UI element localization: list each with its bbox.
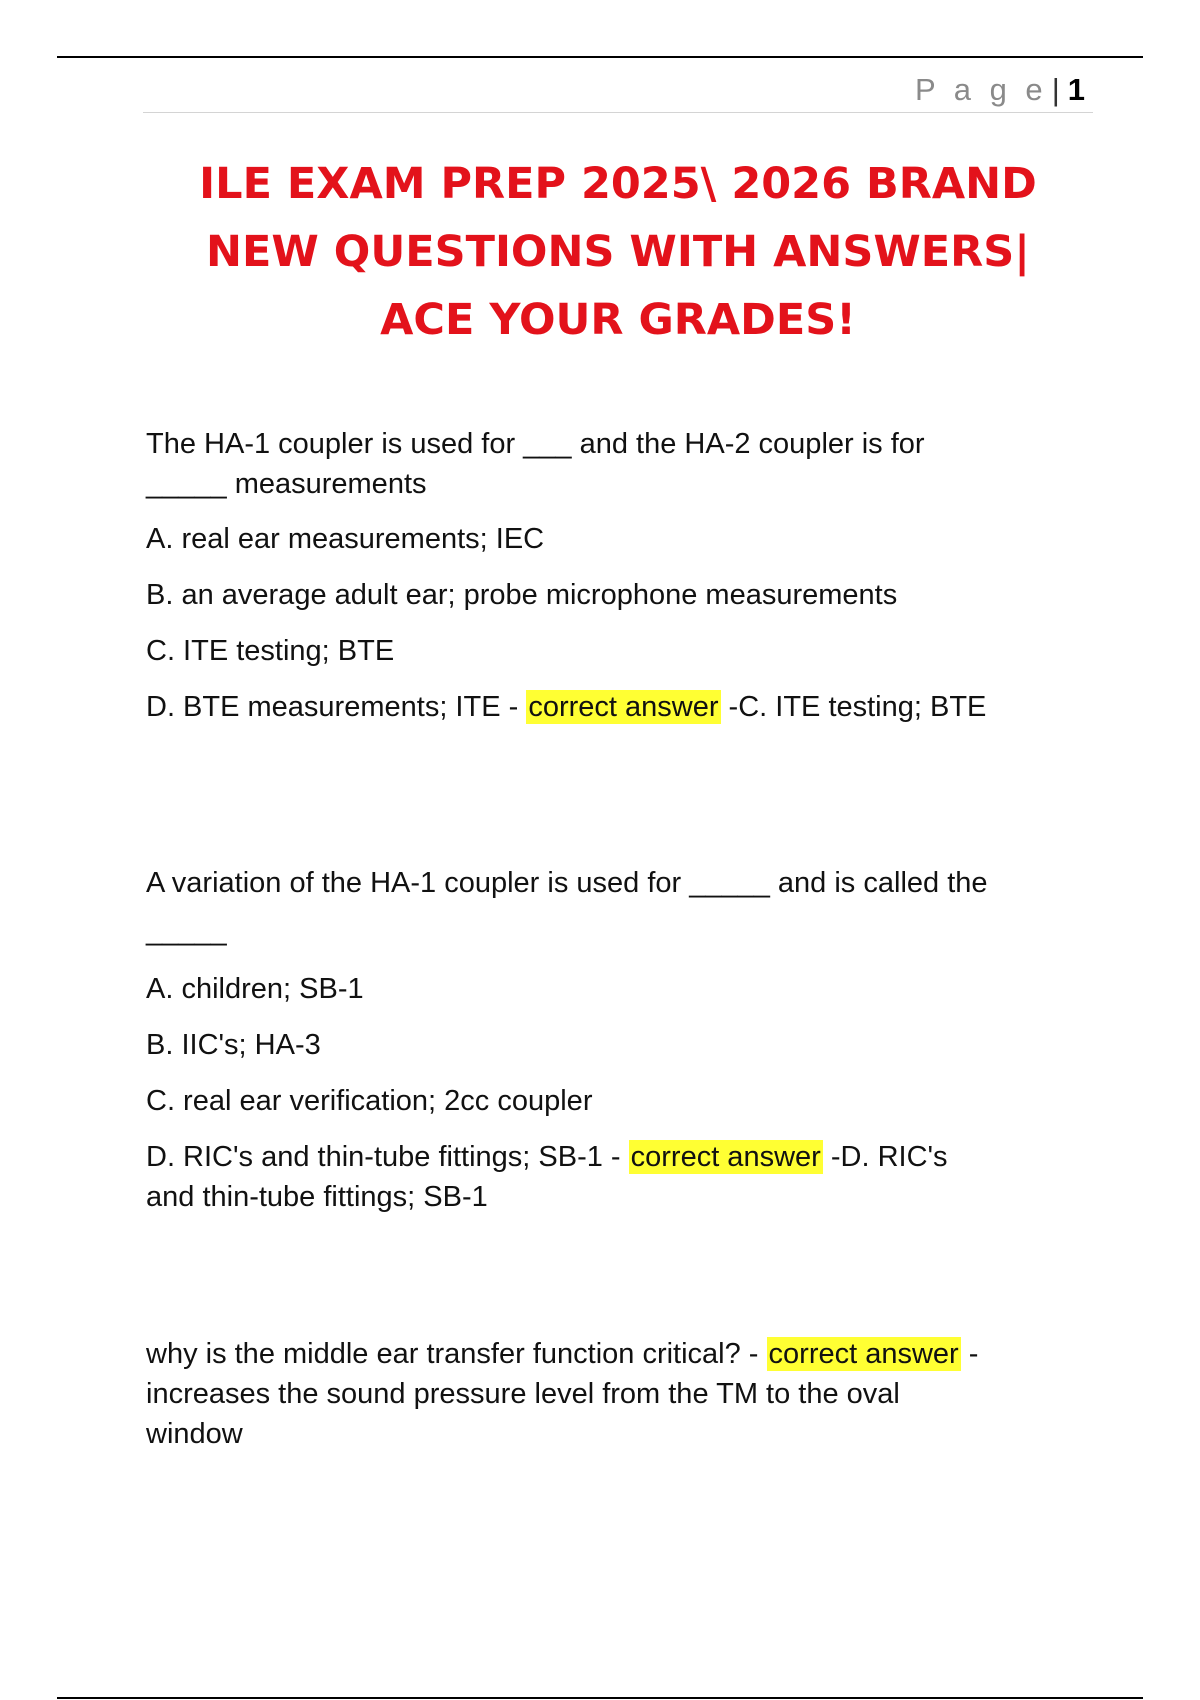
page-header [143,70,1093,113]
answer-text-line-1: -D. RIC's [822,1141,948,1173]
answer-text-line-2: increases the sound pressure level from the TM to the oval [146,1378,900,1410]
page-separator: | [1051,72,1060,107]
option-a: A. real ear measurements; IEC [146,523,545,555]
option-a: A. children; SB-1 [146,973,364,1005]
answer-text: -C. ITE testing; BTE [720,691,987,723]
correct-answer-highlight: correct answer [528,691,719,723]
page-number-label [915,72,1085,108]
page-word: P a g e [915,72,1048,107]
correct-answer-highlight: correct answer [768,1338,959,1370]
question-3 [146,1334,1096,1454]
correct-answer-highlight: correct answer [630,1141,821,1173]
option-d-text: D. BTE measurements; ITE - [146,691,527,723]
option-b: B. IIC's; HA-3 [146,1029,321,1061]
answer-text-line-3: window [146,1418,243,1450]
stem-line-1: A variation of the HA-1 coupler is used for _____ and is called the [146,867,988,899]
option-d [146,687,1096,727]
stem-line-2: _____ measurements [146,468,427,500]
question-stem [146,859,1096,955]
document-title [150,150,1086,354]
question-2 [146,859,1096,1217]
option-d-text: D. RIC's and thin-tube fittings; SB-1 - [146,1141,629,1173]
title-line-1: ILE EXAM PREP 2025\ 2026 BRAND [199,159,1037,209]
bottom-rule [57,1697,1143,1699]
top-rule [57,56,1143,58]
title-line-3: ACE YOUR GRADES! [380,295,856,345]
option-d [146,1137,1096,1217]
answer-text-line-2: and thin-tube fittings; SB-1 [146,1181,488,1213]
question-1 [146,424,1096,727]
option-c: C. ITE testing; BTE [146,635,395,667]
stem-line-1: The HA-1 coupler is used for ___ and the HA-2 coupler is for [146,428,925,460]
page-number: 1 [1067,72,1085,107]
stem-line-2: _____ [146,915,227,947]
answer-text-line-1: - [960,1338,979,1370]
question-stem [146,424,1096,504]
stem-text: why is the middle ear transfer function critical? - [146,1338,767,1370]
question-stem [146,1334,1096,1454]
title-line-2: NEW QUESTIONS WITH ANSWERS| [206,227,1030,277]
option-c: C. real ear verification; 2cc coupler [146,1085,593,1117]
option-b: B. an average adult ear; probe microphone measurements [146,579,898,611]
